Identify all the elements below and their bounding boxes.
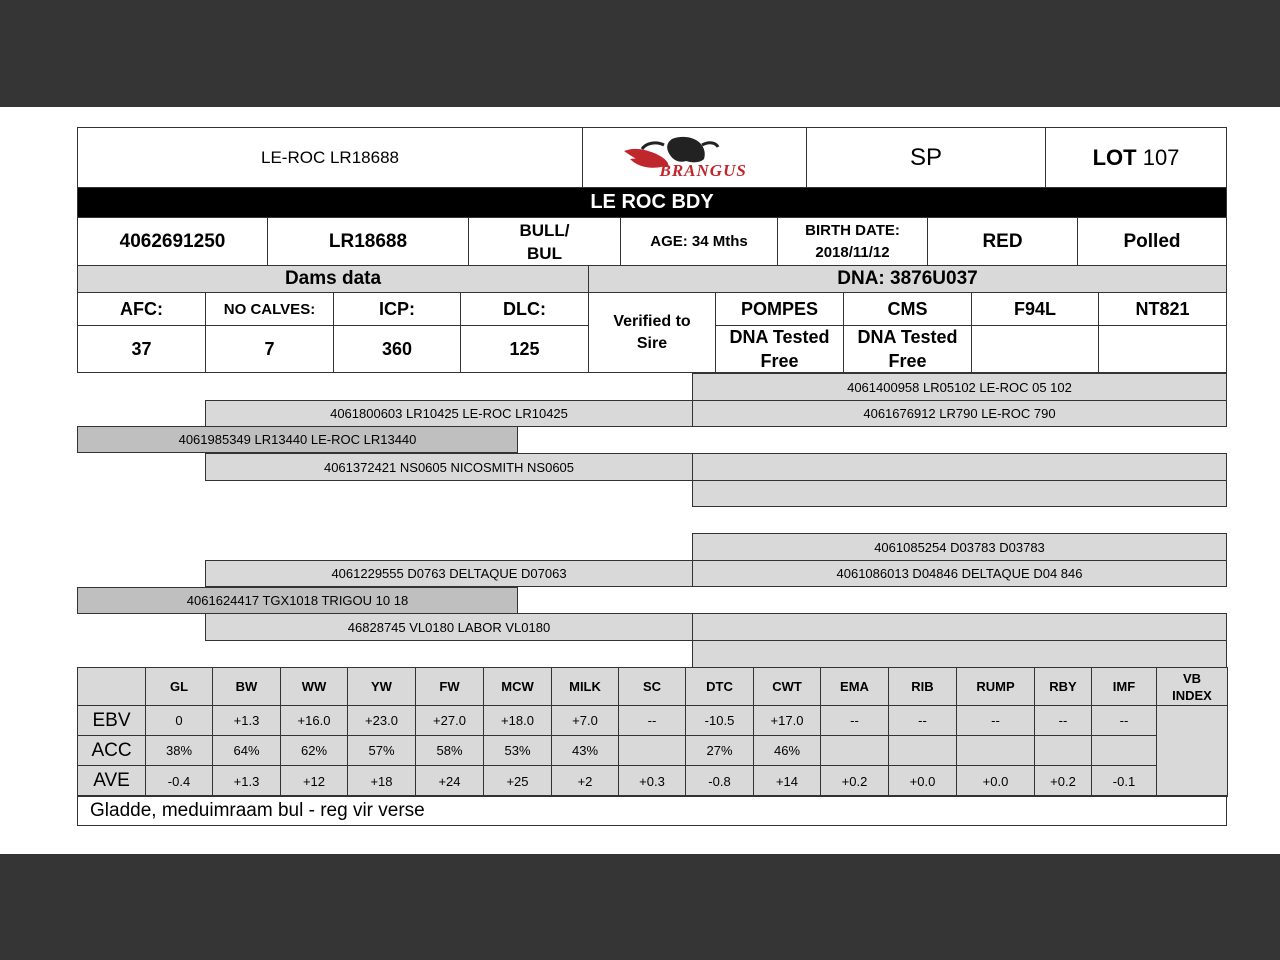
ebv-column-header [212, 667, 281, 706]
ebv-value: +0.3 [639, 773, 665, 789]
ebv-value-cell [145, 765, 213, 797]
pedigree-dam-sire-sire [692, 533, 1227, 561]
pedigree-entry: 4061676912 LR790 LE-ROC 790 [863, 406, 1056, 421]
ebv-value-cell [212, 765, 281, 797]
ebv-column-header [347, 667, 416, 706]
dna-title-cell [588, 265, 1227, 293]
ebv-value: -0.4 [167, 773, 191, 789]
ebv-value: -0.8 [708, 773, 731, 789]
ebv-value-cell [820, 765, 889, 797]
vb-index-value-cell [1156, 705, 1228, 797]
ebv-value-cell [280, 765, 348, 797]
pedigree-sire-dam-dam [692, 480, 1227, 507]
reg-number: LR18688 [328, 230, 408, 252]
dna-test-nt821 [1098, 292, 1227, 326]
ebv-column-label: DTC [706, 679, 733, 694]
ebv-value-cell [145, 705, 213, 736]
dams-value: 37 [131, 338, 152, 359]
ebv-value: -10.5 [704, 713, 735, 728]
ebv-value: -- [850, 713, 859, 728]
title-bar [77, 187, 1227, 218]
animal-id-cell [77, 217, 268, 266]
ebv-column-label: MILK [569, 679, 601, 694]
dams-data-title: Dams data [284, 268, 382, 289]
brangus-logo [620, 133, 770, 183]
ebv-value-cell [618, 705, 686, 736]
pedigree-dam-dam [205, 613, 693, 641]
animal-id: 4062691250 [119, 230, 226, 252]
ebv-column-label: YW [371, 679, 392, 694]
dams-value: 360 [381, 338, 413, 359]
dna-result-f94l [971, 325, 1099, 373]
age-cell [620, 217, 778, 266]
dams-value-icp [333, 325, 461, 373]
ebv-column-header [1091, 667, 1157, 706]
ebv-value-cell [1091, 735, 1157, 766]
ebv-value-cell [956, 735, 1035, 766]
dna-test-label: CMS [887, 298, 928, 319]
ebv-column-label: SC [642, 679, 662, 694]
ebv-value-cell [820, 705, 889, 736]
ebv-value: -- [1058, 713, 1068, 728]
dna-result-line1: DNA Tested [857, 327, 958, 347]
ebv-value: 57% [368, 743, 395, 758]
dna-test-label: POMPES [740, 298, 819, 319]
dams-header-dlc [460, 292, 589, 326]
dams-value: 125 [509, 338, 540, 359]
dams-data-title-cell [77, 265, 589, 293]
dna-test-pompes [715, 292, 844, 326]
ebv-value: 62% [300, 743, 328, 758]
pedigree-dam-sire [205, 560, 693, 587]
breed-code-cell [806, 127, 1046, 188]
vb-index-line1: VB [1182, 670, 1202, 686]
ebv-value: +17.0 [770, 713, 804, 728]
ebv-value: +0.2 [1050, 773, 1076, 789]
ebv-column-header [280, 667, 348, 706]
ebv-value: +12 [302, 773, 326, 789]
ebv-value: -- [647, 713, 657, 728]
sex-line2: BUL [527, 243, 562, 263]
ebv-column-label: MCW [501, 679, 534, 694]
ebv-column-label: EMA [840, 679, 869, 694]
logo-text: BRANGUS [659, 160, 747, 180]
dams-value-calves [205, 325, 334, 373]
ebv-value-cell [280, 735, 348, 766]
ebv-value: +27.0 [433, 713, 466, 728]
ebv-value: 53% [504, 743, 531, 758]
ebv-value: +23.0 [365, 713, 398, 728]
ebv-value: 27% [706, 743, 733, 758]
ebv-row-label-text: EBV [92, 709, 131, 731]
pedigree-entry: 4061372421 NS0605 NICOSMITH NS0605 [323, 459, 575, 475]
ebv-value-cell [1091, 705, 1157, 736]
breed-code: SP [909, 143, 942, 171]
ebv-value: +18.0 [501, 713, 534, 728]
ebv-column-label: BW [235, 679, 258, 694]
pedigree-entry: 4061800603 LR10425 LE-ROC LR10425 [330, 406, 568, 421]
ebv-value-cell [212, 735, 281, 766]
ebv-value-cell [347, 765, 416, 797]
sex-line1: BULL/ [519, 220, 570, 240]
ebv-value-cell [1034, 705, 1092, 736]
ebv-value: +7.0 [572, 713, 598, 728]
lot-cell [1045, 127, 1227, 188]
dna-test-cms [843, 292, 972, 326]
ebv-value-cell [820, 735, 889, 766]
ebv-value: -- [1119, 713, 1129, 728]
ebv-value: +18 [370, 773, 393, 789]
ebv-value: +0.2 [841, 773, 868, 789]
ebv-value-cell [685, 705, 754, 736]
ebv-column-header [753, 667, 821, 706]
ebv-value-cell [753, 765, 821, 797]
ebv-column-header [618, 667, 686, 706]
ebv-value-cell [685, 765, 754, 797]
ebv-value-cell [347, 705, 416, 736]
ebv-value: -- [918, 713, 927, 728]
ebv-column-header [551, 667, 619, 706]
animal-color: RED [982, 230, 1023, 252]
dna-test-f94l [971, 292, 1099, 326]
ebv-value: +0.0 [909, 773, 936, 789]
pedigree-entry: 4061086013 D04846 DELTAQUE D04 846 [836, 566, 1083, 581]
ebv-value-cell [415, 765, 484, 797]
animal-name: LE-ROC LR18688 [261, 147, 399, 167]
dams-value-afc [77, 325, 206, 373]
dna-test-label: NT821 [1135, 298, 1190, 319]
dna-result-cms [843, 325, 972, 373]
ebv-row-label [77, 735, 146, 766]
ebv-column-header [415, 667, 484, 706]
ebv-value-cell [618, 765, 686, 797]
ebv-column-label: CWT [772, 679, 802, 694]
ebv-value-cell [888, 735, 957, 766]
pedigree-entry: 46828745 VL0180 LABOR VL0180 [347, 619, 551, 635]
page-title: LE ROC BDY [590, 191, 714, 213]
pedigree-sire-dam [205, 453, 693, 481]
pedigree-dam [77, 587, 518, 614]
pedigree-dam-dam-dam [692, 640, 1227, 668]
ebv-value-cell [145, 735, 213, 766]
ebv-column-label: RUMP [976, 679, 1015, 694]
ebv-column-header [888, 667, 957, 706]
pedigree-entry: 4061985349 LR13440 LE-ROC LR13440 [178, 432, 417, 447]
ebv-column-label: RBY [1049, 679, 1077, 694]
ebv-value: 64% [233, 743, 260, 758]
top-letterbox [0, 0, 1280, 107]
pedigree-dam-sire-dam [692, 560, 1227, 587]
ebv-value: +2 [577, 773, 593, 789]
birth-date-label: BIRTH DATE: [805, 221, 900, 239]
ebv-column-label: FW [439, 679, 460, 694]
dams-value-dlc [460, 325, 589, 373]
ebv-value-cell [280, 705, 348, 736]
pedigree-sire-sire-dam [692, 400, 1227, 427]
ebv-value-cell [1091, 765, 1157, 797]
ebv-corner-cell [77, 667, 146, 706]
dams-header-afc [77, 292, 206, 326]
pedigree-sire [77, 426, 518, 453]
ebv-value-cell [551, 705, 619, 736]
pedigree-entry: 4061085254 D03783 D03783 [874, 539, 1045, 555]
ebv-row-label-text: ACC [91, 739, 132, 761]
ebv-value: 46% [773, 743, 801, 758]
ebv-value: +25 [506, 773, 529, 789]
ebv-value-cell [483, 765, 552, 797]
lot-number: 107 [1142, 144, 1180, 170]
ebv-row-label [77, 765, 146, 797]
dams-header-label: NO CALVES: [223, 300, 316, 318]
ebv-value: 58% [436, 743, 463, 758]
ebv-value-cell [753, 705, 821, 736]
ebv-value-cell [347, 735, 416, 766]
ebv-row-label-text: AVE [93, 770, 130, 791]
ebv-column-label: WW [301, 679, 327, 694]
ebv-value-cell [753, 735, 821, 766]
sex-cell [468, 217, 621, 266]
dams-header-icp [333, 292, 461, 326]
ebv-column-header [483, 667, 552, 706]
pedigree-entry: 4061624417 TGX1018 TRIGOU 10 18 [186, 593, 409, 608]
dams-header-calves [205, 292, 334, 326]
ebv-value: -0.1 [1112, 773, 1136, 789]
dna-test-label: F94L [1013, 298, 1056, 319]
ebv-column-header [1034, 667, 1092, 706]
pedigree-sire-dam-sire [692, 453, 1227, 481]
dna-result-line2: Free [888, 351, 927, 371]
pedigree-entry: 4061229555 D0763 DELTAQUE D07063 [331, 566, 567, 581]
lot-label: LOT [1092, 144, 1137, 170]
dna-result-nt821 [1098, 325, 1227, 373]
birth-date: 2018/11/12 [815, 243, 890, 261]
ebv-value: -- [991, 713, 1000, 728]
dams-header-label: DLC: [503, 298, 546, 319]
birth-date-cell [777, 217, 928, 266]
ebv-value-cell [1034, 735, 1092, 766]
ebv-value: +1.3 [233, 713, 260, 728]
pedigree-sire-sire [205, 400, 693, 427]
comment-text: Gladde, meduimraam bul - reg vir verse [90, 799, 425, 821]
dams-header-label: ICP: [379, 298, 415, 319]
comment-cell [77, 795, 1227, 826]
animal-name-cell [77, 127, 583, 188]
ebv-value: 38% [165, 743, 193, 758]
ebv-value-cell [888, 765, 957, 797]
dna-title: DNA: 3876U037 [837, 268, 978, 289]
ebv-value: 43% [571, 743, 599, 758]
pedigree-dam-dam-sire [692, 613, 1227, 641]
ebv-value: +24 [438, 773, 461, 789]
ebv-value-cell [551, 735, 619, 766]
ebv-value-cell [685, 735, 754, 766]
ebv-column-header [685, 667, 754, 706]
horn-status: Polled [1123, 230, 1181, 252]
ebv-column-header [820, 667, 889, 706]
ebv-value: +16.0 [297, 713, 331, 728]
bottom-letterbox [0, 854, 1280, 960]
ebv-value: 0 [175, 713, 183, 728]
ebv-row-label [77, 705, 146, 736]
ebv-value: +14 [775, 773, 799, 789]
ebv-value-cell [415, 735, 484, 766]
logo-cell [582, 127, 807, 188]
ebv-value: +0.0 [982, 773, 1009, 789]
dna-result-pompes [715, 325, 844, 373]
dna-result-line2: Free [760, 351, 799, 371]
pedigree-entry: 4061400958 LR05102 LE-ROC 05 102 [847, 379, 1072, 395]
dams-header-label: AFC: [120, 298, 163, 319]
dna-result-line1: DNA Tested [729, 327, 830, 347]
age: AGE: 34 Mths [650, 233, 748, 250]
dams-value: 7 [264, 338, 275, 359]
ebv-column-header [956, 667, 1035, 706]
ebv-value-cell [483, 705, 552, 736]
color-cell [927, 217, 1078, 266]
ebv-value-cell [551, 765, 619, 797]
vb-index-header [1156, 667, 1228, 706]
ebv-column-label: IMF [1112, 679, 1136, 694]
verified-to-sire-cell [588, 292, 716, 373]
ebv-value-cell [415, 705, 484, 736]
ebv-value-cell [956, 705, 1035, 736]
ebv-column-header [145, 667, 213, 706]
ebv-value-cell [618, 735, 686, 766]
pedigree-sire-sire-sire [692, 373, 1227, 401]
reg-number-cell [267, 217, 469, 266]
ebv-column-label: RIB [911, 679, 934, 694]
vb-index-line2: INDEX [1172, 687, 1212, 703]
verified-line1: Verified to [613, 312, 691, 330]
ebv-value-cell [483, 735, 552, 766]
ebv-value-cell [212, 705, 281, 736]
horn-status-cell [1077, 217, 1227, 266]
verified-line2: Sire [636, 334, 668, 352]
ebv-value-cell [888, 705, 957, 736]
ebv-value-cell [1034, 765, 1092, 797]
ebv-value-cell [956, 765, 1035, 797]
ebv-column-label: GL [169, 679, 189, 694]
ebv-value: +1.3 [233, 773, 260, 789]
